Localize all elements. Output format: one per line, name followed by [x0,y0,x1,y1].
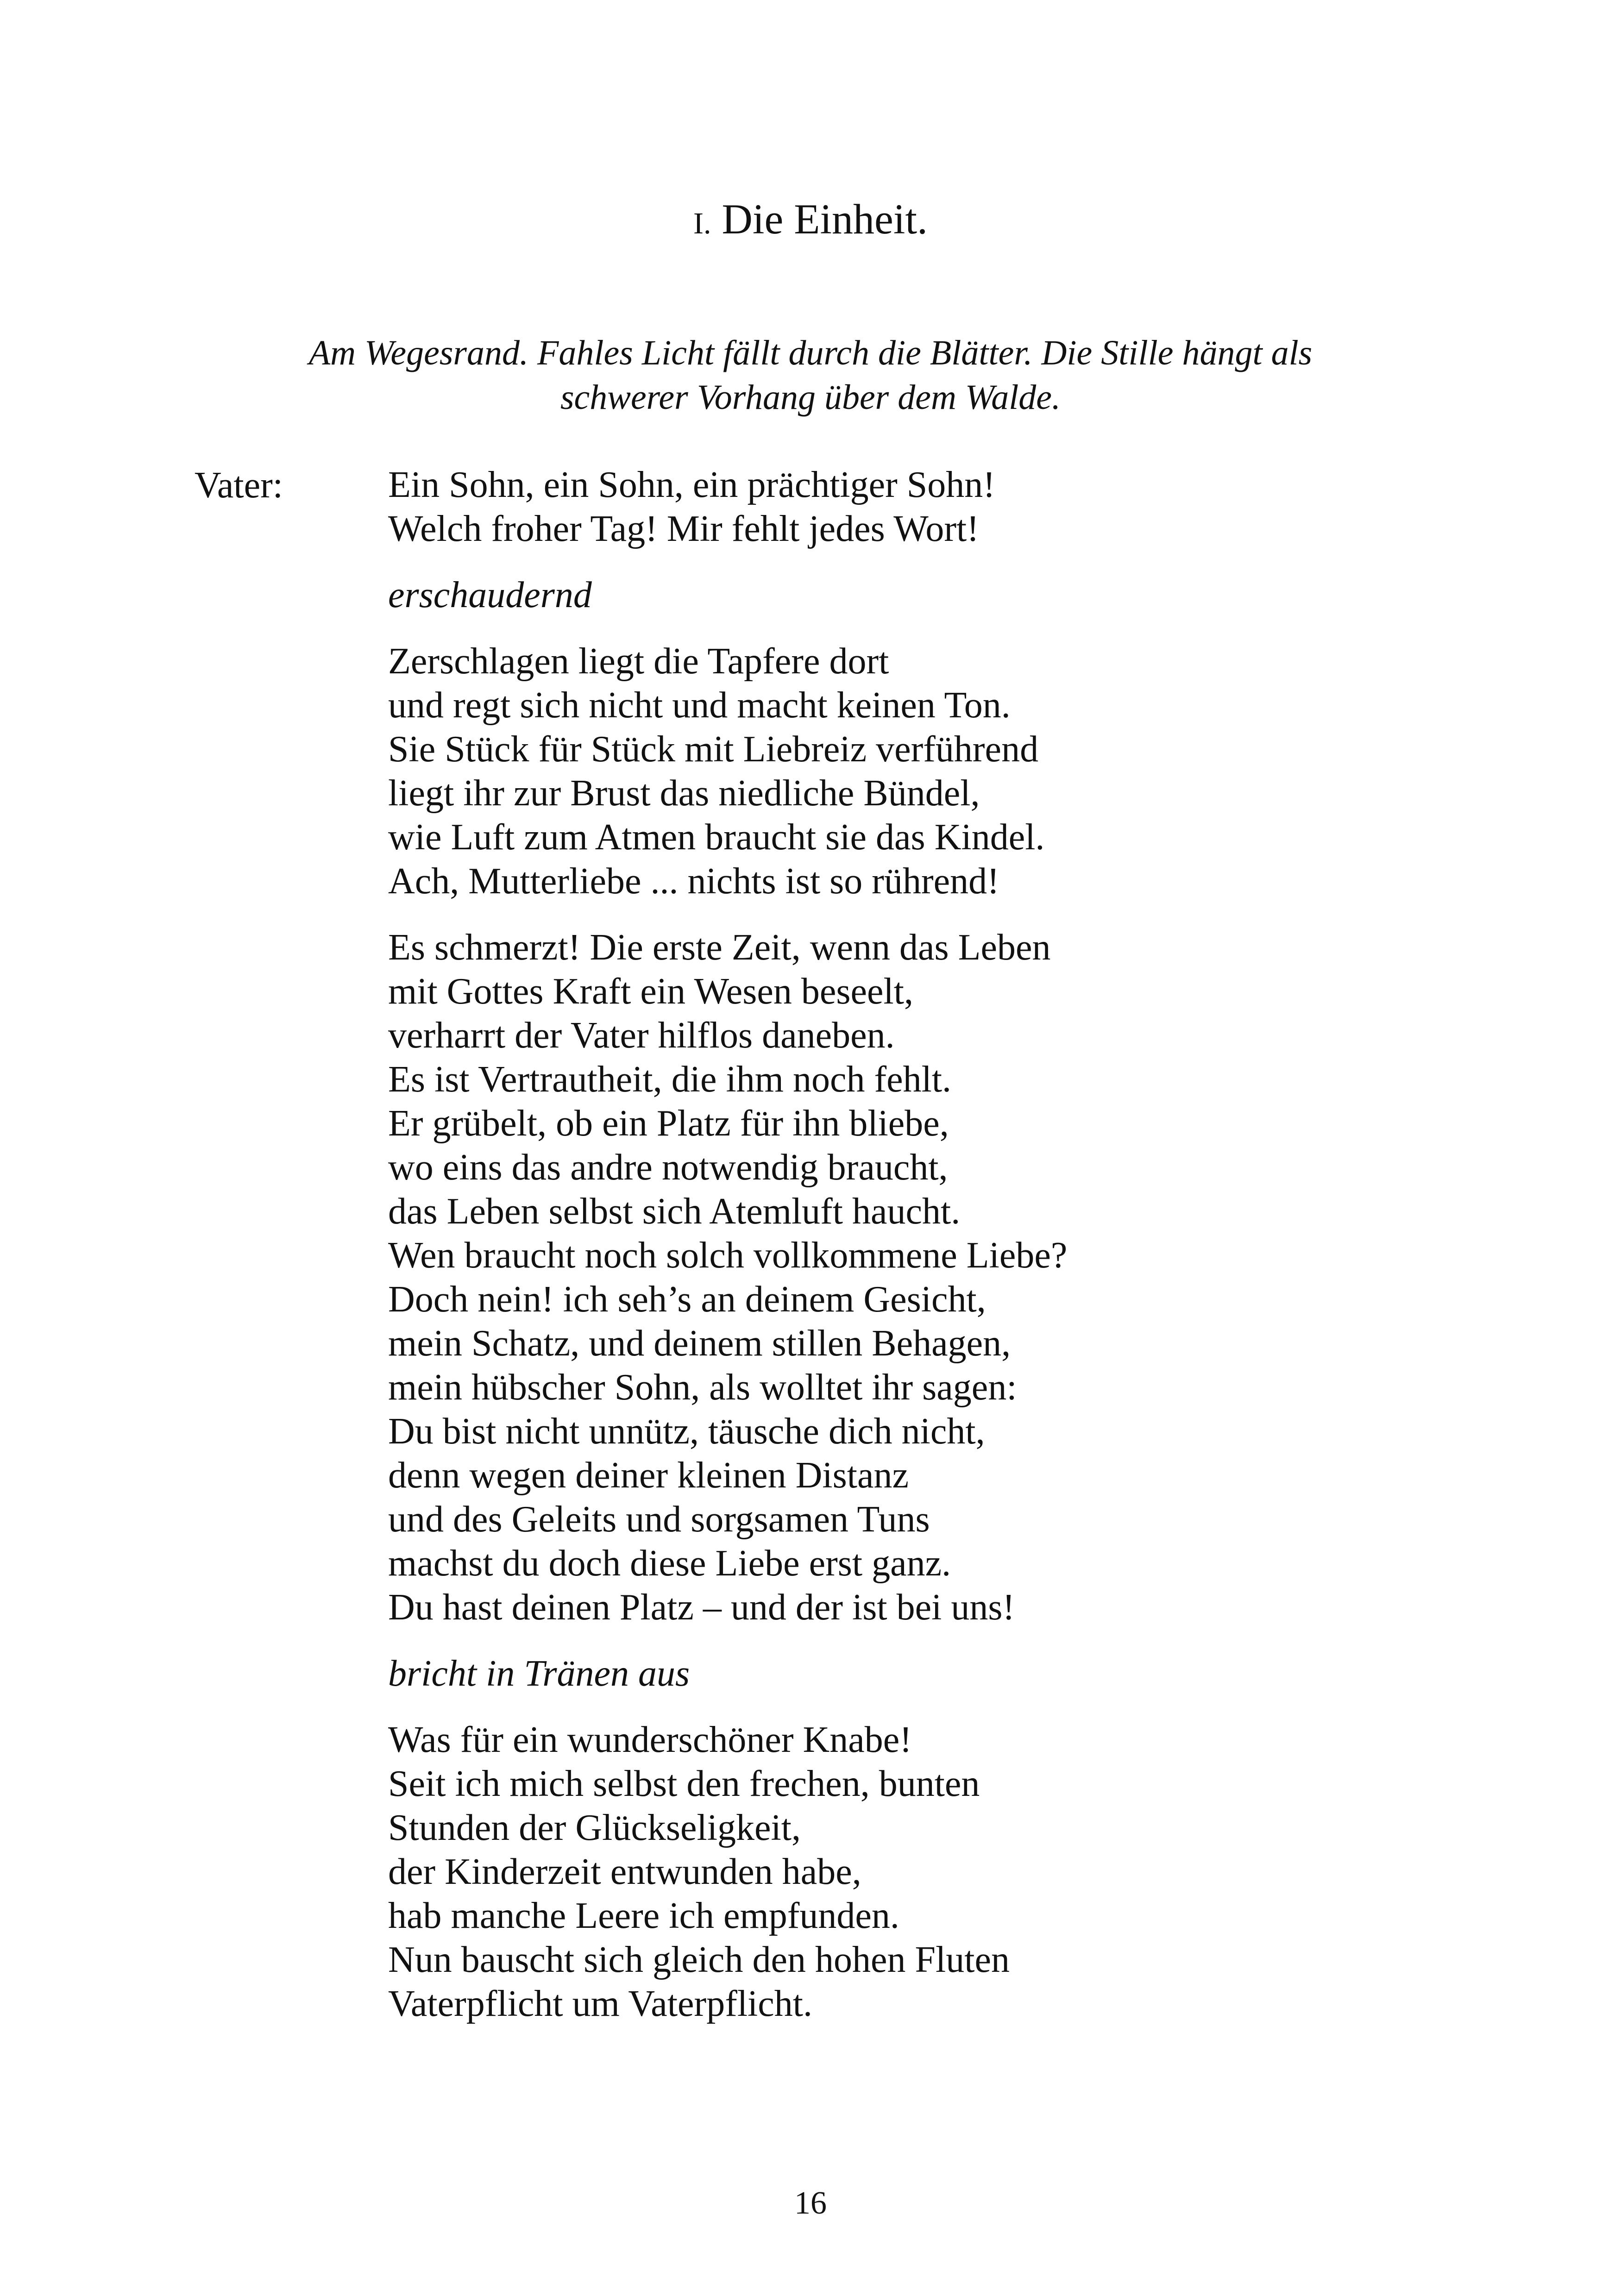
verse-line: mit Gottes Kraft ein Wesen beseelt, [388,971,913,1012]
verse-line: Sie Stück für Stück mit Liebreiz verführend [388,729,1039,770]
verse-line: Du hast deinen Platz – und der ist bei uns! [388,1587,1015,1628]
verse-line: Seit ich mich selbst den frechen, bunten [388,1763,980,1804]
verse-line: machst du doch diese Liebe erst ganz. [388,1543,951,1584]
stage-direction-inline: bricht in Tränen aus [388,1653,690,1694]
speaker-label: Vater: [195,465,283,506]
verse-line: Was für ein wunderschöner Knabe! [388,1719,912,1760]
stage-direction-line: Am Wegesrand. Fahles Licht fällt durch die Blätter. Die Stille hängt als [308,333,1313,372]
verse-line: Stunden der Glückseligkeit, [388,1807,801,1848]
verse-line: liegt ihr zur Brust das niedliche Bündel, [388,773,980,814]
stanza-4 [388,1718,1453,2026]
verse-line: Ach, Mutterliebe ... nichts ist so rührend! [388,861,999,902]
stage-direction-inline: erschaudernd [388,575,592,615]
verse-line: mein hübscher Sohn, als wolltet ihr sagen: [388,1367,1017,1408]
stanza-1 [388,463,1453,551]
verse-line: Ein Sohn, ein Sohn, ein prächtiger Sohn! [388,464,995,505]
chapter-numeral: I. [693,207,711,240]
verse-line: Es ist Vertrautheit, die ihm noch fehlt. [388,1059,952,1100]
page-number: 16 [794,2185,827,2221]
verse-line: denn wegen deiner kleinen Distanz [388,1455,909,1496]
verse-line: und regt sich nicht und macht keinen Ton. [388,685,1011,726]
verse-line: Vaterpflicht um Vaterpflicht. [388,1983,813,2024]
verse-line: Du bist nicht unnütz, täusche dich nicht, [388,1411,985,1452]
page-title [0,194,1621,249]
verse-line: Nun bauscht sich gleich den hohen Fluten [388,1939,1010,1980]
verse-line: wo eins das andre notwendig braucht, [388,1147,948,1188]
verse-line: Zerschlagen liegt die Tapfere dort [388,641,889,682]
verse-line: verharrt der Vater hilflos daneben. [388,1015,895,1056]
chapter-title: Die Einheit. [722,195,928,243]
stage-direction [139,331,1482,420]
verse-line: und des Geleits und sorgsamen Tuns [388,1499,930,1540]
verse-line: mein Schatz, und deinem stillen Behagen, [388,1323,1011,1364]
verse-line: Doch nein! ich seh’s an deinem Gesicht, [388,1279,986,1320]
verse-block [388,463,1453,2048]
stanza-3 [388,926,1453,1630]
stage-direction-line: schwerer Vorhang über dem Walde. [560,378,1061,417]
verse-line: Er grübelt, ob ein Platz für ihn bliebe, [388,1103,949,1144]
verse-line: der Kinderzeit entwunden habe, [388,1851,861,1892]
verse-line: Wen braucht noch solch vollkommene Liebe? [388,1235,1068,1276]
verse-line: hab manche Leere ich empfunden. [388,1895,899,1936]
verse-line: wie Luft zum Atmen braucht sie das Kindel. [388,817,1045,858]
verse-line: Welch froher Tag! Mir fehlt jedes Wort! [388,508,979,549]
stanza-2 [388,640,1453,903]
verse-line: Es schmerzt! Die erste Zeit, wenn das Leben [388,927,1051,968]
verse-line: das Leben selbst sich Atemluft haucht. [388,1191,961,1232]
